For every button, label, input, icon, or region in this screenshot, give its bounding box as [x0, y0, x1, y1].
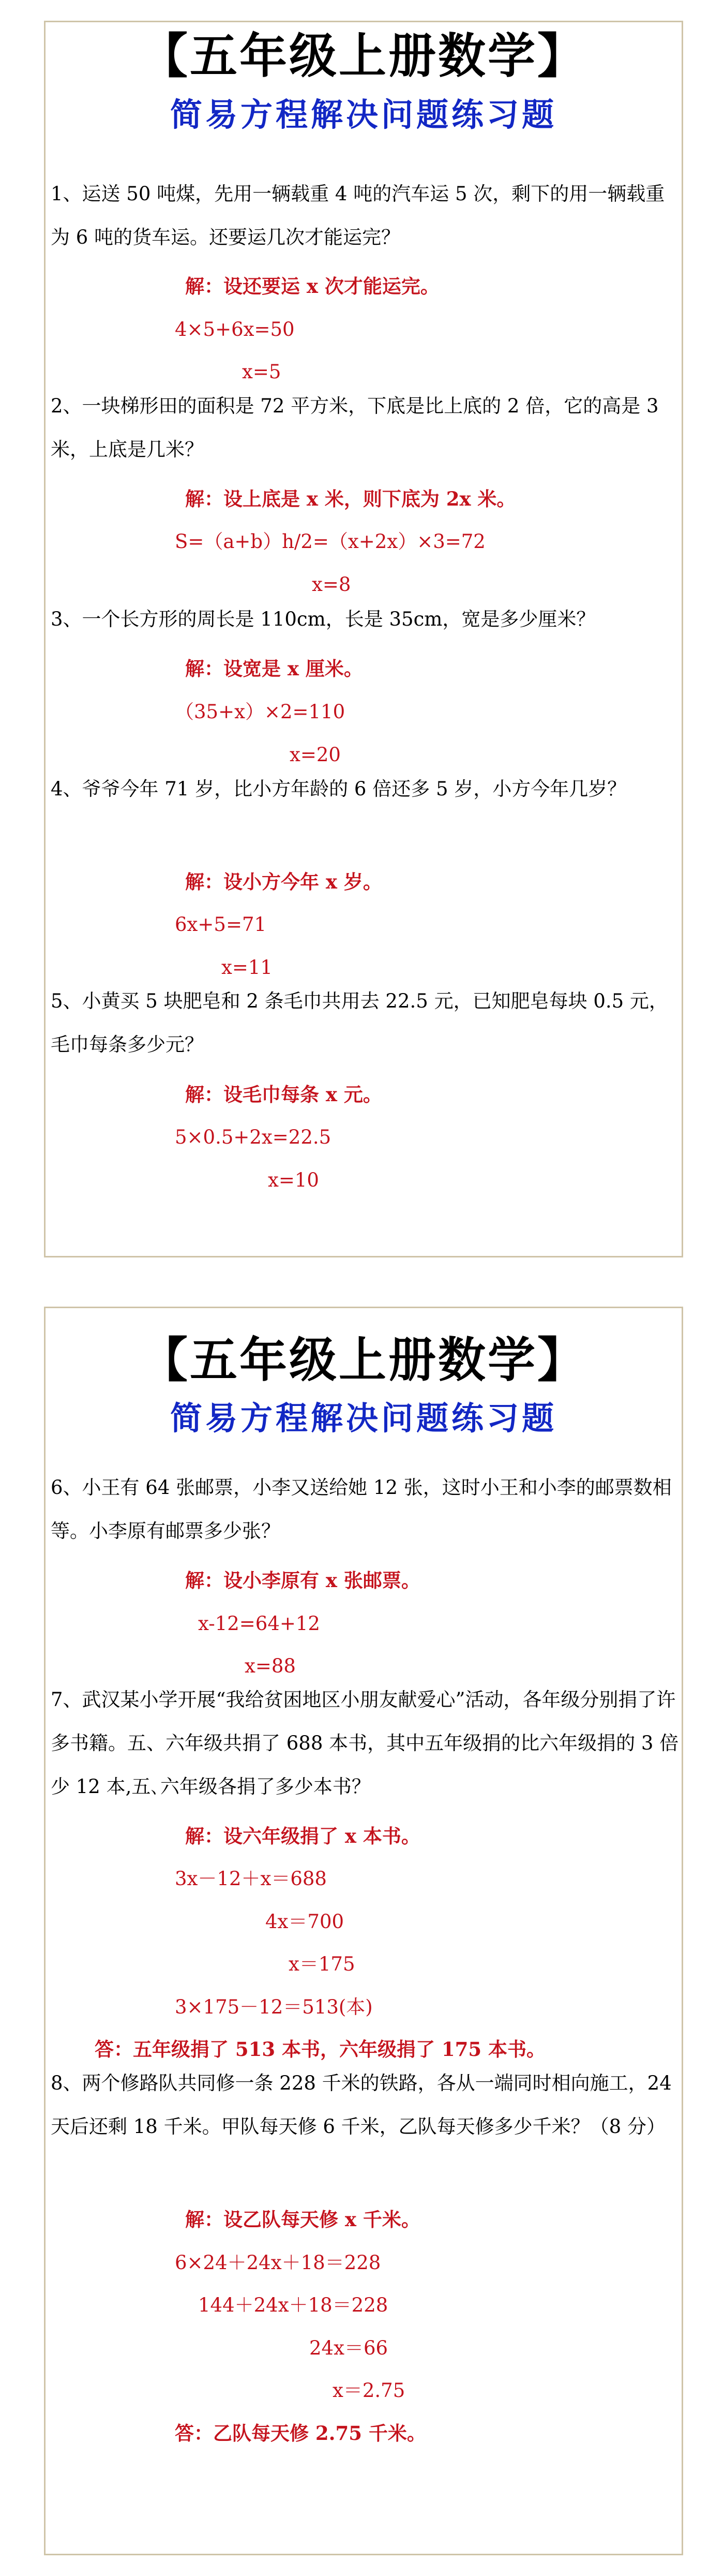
question-6: 6、小王有 64 张邮票，小李又送给她 12 张，这时小王和小李的邮票数相等。小李原有邮票多少张？: [51, 1476, 672, 1542]
solution-step: 6×24＋24x＋18＝228: [175, 2252, 381, 2274]
solution-result: x=10: [268, 1169, 319, 1191]
question-4: 4、爷爷今年 71 岁，比小方年龄的 6 倍还多 5 岁，小方今年几岁？: [51, 778, 627, 800]
solution-equation: x-12=64+12: [198, 1612, 320, 1635]
solution-equation: S=（a+b）h/2=（x+2x）×3=72: [175, 530, 486, 553]
question-8: 8、两个修路队共同修一条 228 千米的铁路，各从一端同时相向施工，24 天后还剩 18 千米。甲队每天修 6 千米，乙队每天修多少千米？（8 分）: [51, 2072, 672, 2138]
page-title: 【五年级上册数学】: [140, 28, 587, 84]
page-subtitle: 简易方程解决问题练习题: [170, 96, 557, 134]
question-3: 3、一个长方形的周长是 110cm，长是 35cm，宽是多少厘米？: [51, 608, 596, 630]
solution-let: 解：设乙队每天修 x 千米。: [185, 2208, 420, 2231]
page-title: 【五年级上册数学】: [140, 1333, 587, 1388]
solution-let: 解：设上底是 x 米，则下底为 2x 米。: [185, 487, 516, 510]
answer-statement: 答：五年级捐了 513 本书，六年级捐了 175 本书。: [95, 2038, 546, 2061]
solution-step: x＝2.75: [333, 2379, 405, 2402]
solution-step: 144＋24x＋18＝228: [198, 2294, 388, 2316]
solution-result: x=11: [221, 956, 273, 979]
solution-step: 24x＝66: [309, 2337, 388, 2359]
solution-let: 解：设小李原有 x 张邮票。: [185, 1569, 420, 1592]
solution-step: 3x－12＋x＝688: [175, 1868, 327, 1890]
solution-result: x=8: [312, 573, 351, 596]
solution-equation: （35+x）×2=110: [175, 701, 345, 723]
question-1: 1、运送 50 吨煤，先用一辆载重 4 吨的汽车运 5 次，剩下的用一辆载重为 6 吨的货车运。还要运几次才能运完？: [51, 183, 665, 248]
solution-let: 解：设毛巾每条 x 元。: [185, 1083, 382, 1106]
solution-step: x＝175: [289, 1953, 355, 1975]
solution-equation: 5×0.5+2x=22.5: [175, 1126, 331, 1148]
solution-let: 解：设宽是 x 厘米。: [185, 657, 363, 680]
page-subtitle: 简易方程解决问题练习题: [170, 1399, 557, 1437]
worksheet-page-2: [44, 1307, 683, 2555]
answer-statement: 答：乙队每天修 2.75 千米。: [175, 2422, 426, 2445]
solution-result: x=88: [245, 1655, 296, 1677]
solution-equation: 6x+5=71: [175, 913, 267, 936]
solution-result: x=20: [290, 744, 341, 766]
solution-step: 4x＝700: [265, 1911, 344, 1933]
question-7: 7、武汉某小学开展“我给贫困地区小朋友献爱心”活动，各年级分别捐了许多书籍。五、六年级共捐了 688 本书，其中五年级捐的比六年级捐的 3 倍少 12 本,五､六年级各捐了多少本书？: [51, 1689, 679, 1798]
solution-let: 解：设小方今年 x 岁。: [185, 870, 382, 893]
worksheet-page-1: [44, 21, 683, 1257]
solution-result: x=5: [242, 361, 281, 383]
question-2: 2、一块梯形田的面积是 72 平方米，下底是比上底的 2 倍，它的高是 3 米，上底是几米？: [51, 395, 659, 461]
solution-let: 解：设六年级捐了 x 本书。: [185, 1825, 420, 1847]
question-5: 5、小黄买 5 块肥皂和 2 条毛巾共用去 22.5 元，已知肥皂每块 0.5 元，毛巾每条多少元？: [51, 990, 668, 1056]
solution-equation: 4×5+6x=50: [175, 318, 295, 340]
solution-step: 3×175－12＝513(本): [175, 1996, 373, 2018]
solution-let: 解：设还要运 x 次才能运完。: [185, 275, 440, 298]
